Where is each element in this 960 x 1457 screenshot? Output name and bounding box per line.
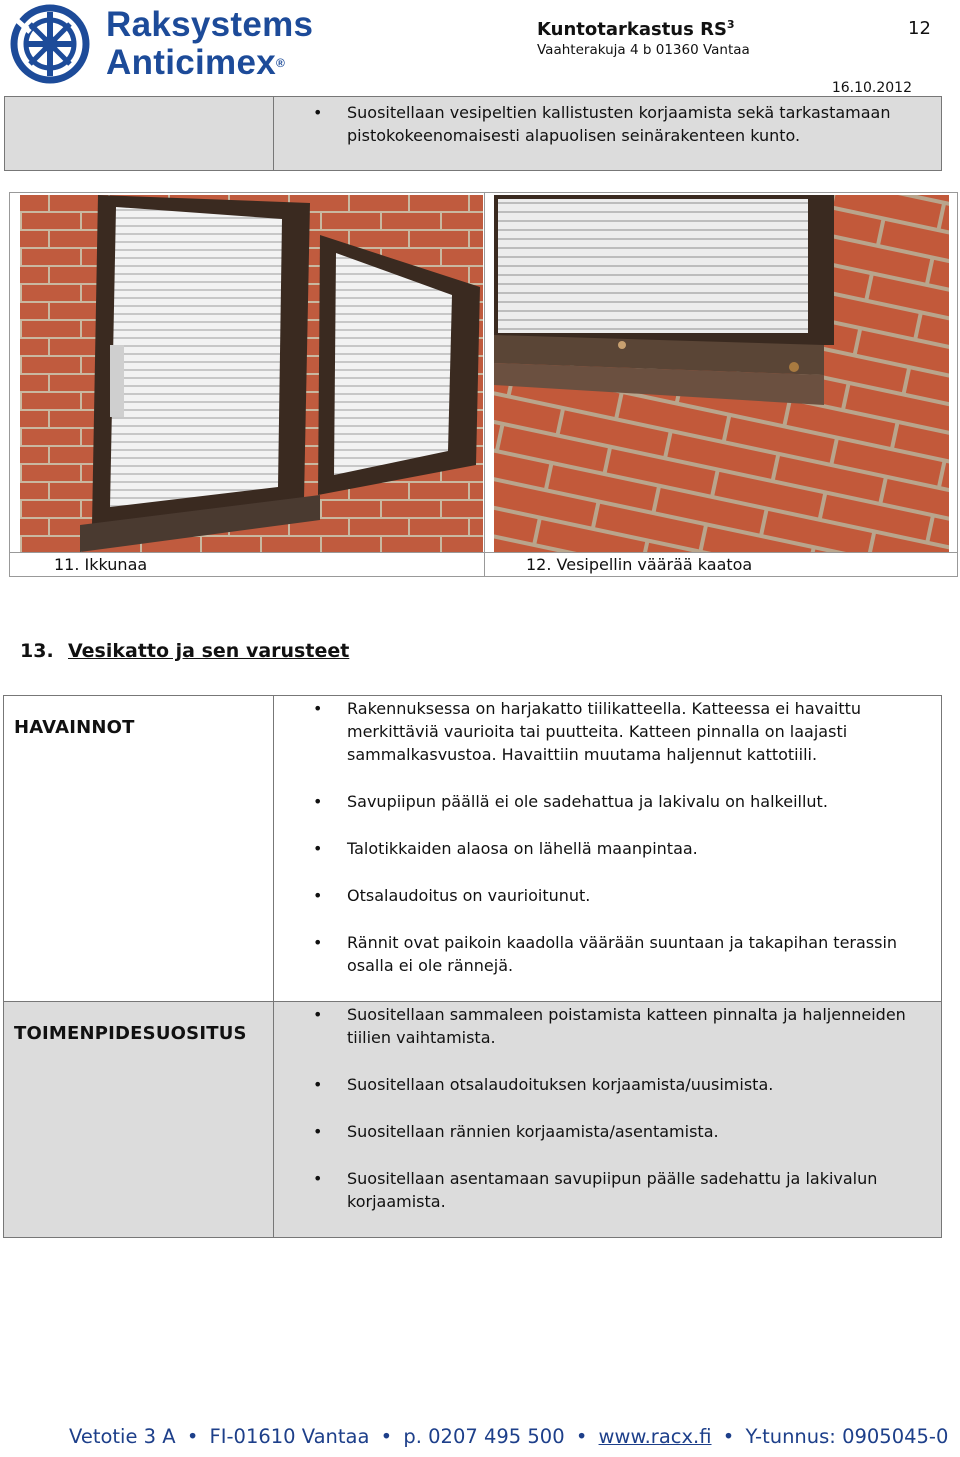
recommendation-list xyxy=(273,101,931,147)
list-item: • Suositellaan vesipeltien kallistusten korjaamista sekä tarkastamaan pistokokeenomaisesti alapuolisen seinärakenteen kunto. xyxy=(273,101,931,147)
page-footer xyxy=(69,1425,948,1448)
section-title: Vesikatto ja sen varusteet xyxy=(68,640,350,662)
list-item: • Rännit ovat paikoin kaadolla väärään suuntaan ja takapihan terassin osalla ei ole rännejä. xyxy=(273,931,927,977)
section-number: 13. xyxy=(20,640,54,662)
page-number: 12 xyxy=(908,18,931,39)
list-item: • Suositellaan sammaleen poistamista katteen pinnalta ja haljenneiden tiilien vaihtamista. xyxy=(273,1003,927,1049)
company-logo xyxy=(4,4,314,84)
document-date: 16.10.2012 xyxy=(831,80,912,96)
footer-street: Vetotie 3 A xyxy=(69,1425,176,1448)
logo-line-1: Raksystems xyxy=(106,5,314,44)
observations-label: HAVAINNOT xyxy=(14,717,135,738)
previous-recommendation-row xyxy=(4,96,942,171)
logo-line-2: Anticimex® xyxy=(106,43,286,82)
caption-divider xyxy=(10,552,957,553)
footer-separator: • xyxy=(722,1425,735,1448)
document-title: Kuntotarkastus $RS^3$ xyxy=(537,18,735,40)
column-divider xyxy=(484,193,485,576)
section-heading xyxy=(20,640,349,662)
photo-caption-1: 11. Ikkunaa xyxy=(54,555,148,574)
list-item: • Otsalaudoitus on vaurioitunut. xyxy=(273,884,927,907)
logo-wordmark xyxy=(106,6,313,82)
list-item: • Suositellaan otsalaudoituksen korjaamista/uusimista. xyxy=(273,1073,927,1096)
list-item: • Rakennuksessa on harjakatto tiilikatteella. Katteessa ei havaittu merkittäviä vaurioita tai puutteita. Katteen pinnalla on laajasti sammalkasvustoa. Havaittiin muutama haljennut kattotiili. xyxy=(273,697,927,766)
list-item: • Talotikkaiden alaosa on lähellä maanpintaa. xyxy=(273,837,927,860)
list-item: • Savupiipun päällä ei ole sadehattua ja lakivalu on halkeillut. xyxy=(273,790,927,813)
property-address: Vaahterakuja 4 b 01360 Vantaa xyxy=(537,42,750,58)
footer-separator: • xyxy=(380,1425,393,1448)
inspection-table xyxy=(3,695,942,1238)
footer-business-id: Y-tunnus: 0905045-0 xyxy=(745,1425,949,1448)
photo-window xyxy=(20,195,483,552)
row-divider xyxy=(4,1001,941,1002)
footer-separator: • xyxy=(186,1425,199,1448)
photo-caption-2: 12. Vesipellin väärää kaatoa xyxy=(526,555,753,574)
footer-city: FI-01610 Vantaa xyxy=(209,1425,370,1448)
footer-separator: • xyxy=(575,1425,588,1448)
footer-website-link[interactable]: www.racx.fi xyxy=(598,1425,712,1448)
footer-phone: p. 0207 495 500 xyxy=(403,1425,565,1448)
list-item: • Suositellaan rännien korjaamista/asentamista. xyxy=(273,1120,927,1143)
recommendations-label: TOIMENPIDESUOSITUS xyxy=(14,1023,247,1044)
photo-flashing xyxy=(494,195,949,552)
observations-list xyxy=(273,697,927,1001)
anticimex-logo-icon xyxy=(4,4,102,84)
list-item: • Suositellaan asentamaan savupiipun päälle sadehattu ja lakivalun korjaamista. xyxy=(273,1167,927,1213)
photo-table xyxy=(9,192,958,577)
recommendations-list xyxy=(273,1003,927,1237)
